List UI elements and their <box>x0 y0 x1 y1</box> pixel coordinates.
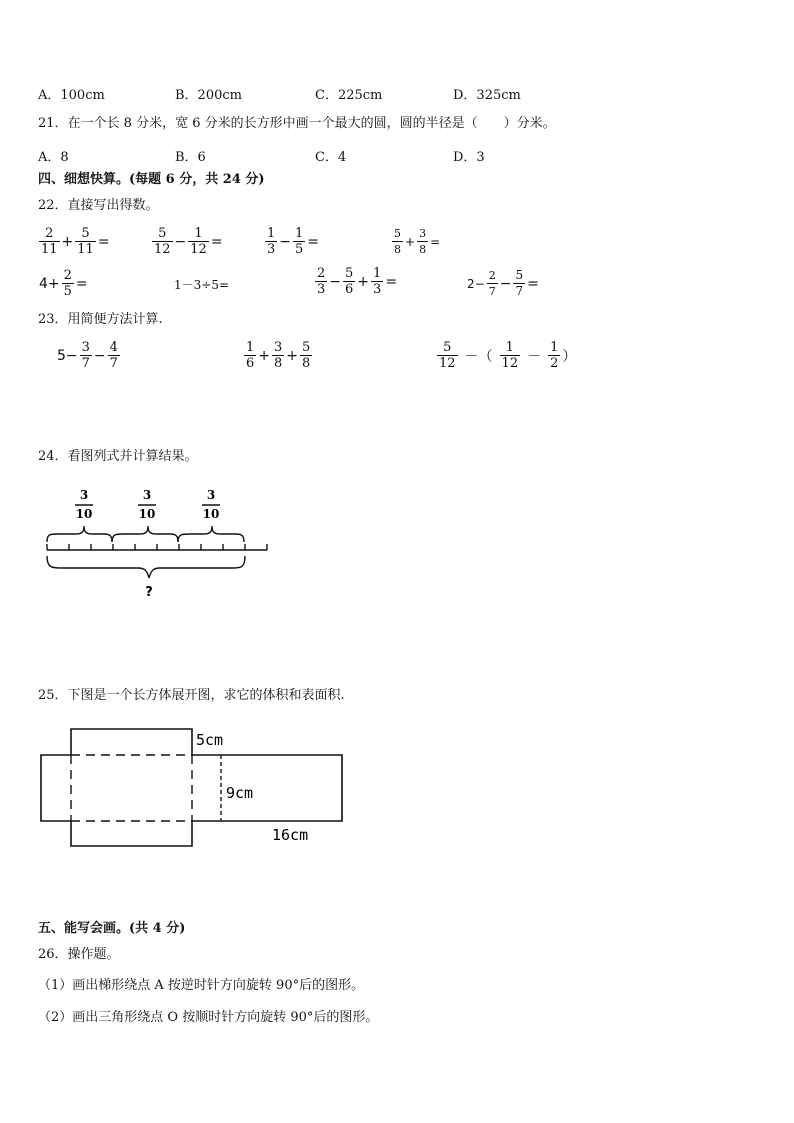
bottom-brace <box>47 556 245 578</box>
fraction: $\frac{1}{12}$ <box>190 226 207 257</box>
unknown-label: ? <box>145 585 153 600</box>
q23-expr-3: $\frac{5}{12}$ －（ $\frac{1}{12}$ － $\frac{1}{2}$ ） <box>439 340 577 371</box>
height-label: 5cm <box>196 731 224 749</box>
q20-option-a: A．100cm <box>38 88 105 103</box>
length-label: 16cm <box>272 826 309 844</box>
top-brace-2 <box>112 526 178 542</box>
fraction: $\frac{2}{11}$ <box>41 226 58 257</box>
q21-option-b: B．6 <box>175 150 206 165</box>
q22-expr-8: 2− $\frac{2}{7}$ − $\frac{5}{7}$ = <box>467 268 539 298</box>
q25-stem: 25．下图是一个长方体展开图，求它的体积和表面积. <box>38 688 345 703</box>
q20-option-b: B．200cm <box>175 88 242 103</box>
segment-1-denominator: 10 <box>75 507 93 521</box>
fraction: $\frac{2}{3}$ <box>317 266 326 297</box>
fraction: $\frac{5}{12}$ <box>439 340 456 371</box>
q26-sub-2: （2）画出三角形绕点 O 按顺时针方向旋转 90°后的图形。 <box>38 1010 379 1025</box>
q22-expr-7: $\frac{2}{3}$ − $\frac{5}{6}$ + $\frac{1}{3}$ = <box>317 266 398 297</box>
cuboid-net-svg <box>38 724 348 854</box>
fraction: $\frac{3}{7}$ <box>81 340 90 371</box>
fraction: $\frac{5}{8}$ <box>394 227 401 256</box>
q22-expr-5: 4+ $\frac{2}{5}$ = <box>39 268 88 299</box>
q20-option-d: D．325cm <box>453 88 521 103</box>
fraction: $\frac{1}{2}$ <box>550 340 559 371</box>
q24-stem: 24．看图列式并计算结果。 <box>38 449 198 464</box>
segment-2-numerator: 3 <box>142 488 152 502</box>
q23-expr-2: $\frac{1}{6}$ + $\frac{3}{8}$ + $\frac{5}{8}$ <box>246 340 311 371</box>
fraction: $\frac{1}{3}$ <box>373 266 382 297</box>
q23-expr-1: 5− $\frac{3}{7}$ − $\frac{4}{7}$ <box>57 340 118 371</box>
fraction: $\frac{1}{3}$ <box>267 226 276 257</box>
section-5-title: 五、能写会画。(共 4 分) <box>38 921 186 936</box>
fraction: $\frac{5}{8}$ <box>302 340 311 371</box>
fraction: $\frac{5}{6}$ <box>345 266 354 297</box>
q24-number-line-diagram <box>38 484 278 604</box>
number-line-svg <box>38 484 278 604</box>
fraction: $\frac{5}{7}$ <box>515 268 524 298</box>
fraction: $\frac{5}{12}$ <box>154 226 171 257</box>
q22-expr-6: 1－3÷5= <box>174 278 230 292</box>
tick-marks <box>47 544 267 550</box>
q21-option-c: C．4 <box>315 150 347 165</box>
segment-1-numerator: 3 <box>79 488 89 502</box>
fraction: $\frac{5}{11}$ <box>77 226 94 257</box>
q21-stem: 21．在一个长 8 分米，宽 6 分米的长方形中画一个最大的圆，圆的半径是（ ）分米。 <box>38 116 556 131</box>
q22-stem: 22．直接写出得数。 <box>38 198 159 213</box>
fraction: $\frac{1}{5}$ <box>295 226 304 257</box>
top-brace-3 <box>178 526 244 542</box>
section-4-title: 四、细想快算。(每题 6 分，共 24 分) <box>38 172 265 187</box>
q22-expr-4: $\frac{5}{8}$ + $\frac{3}{8}$ = <box>394 227 441 256</box>
q21-option-d: D．3 <box>453 150 485 165</box>
fold-lines <box>71 755 192 821</box>
fraction: $\frac{4}{7}$ <box>109 340 118 371</box>
fraction: $\frac{1}{6}$ <box>246 340 255 371</box>
q20-option-c: C．225cm <box>315 88 383 103</box>
q26-sub-1: （1）画出梯形绕点 A 按逆时针方向旋转 90°后的图形。 <box>38 978 365 993</box>
q22-expr-2: $\frac{5}{12}$ − $\frac{1}{12}$ = <box>154 226 223 257</box>
segment-2-denominator: 10 <box>138 507 156 521</box>
fraction: $\frac{1}{12}$ <box>501 340 519 371</box>
width-label: 9cm <box>226 784 254 802</box>
fraction: $\frac{2}{7}$ <box>488 269 496 298</box>
q22-expr-1: $\frac{2}{11}$ + $\frac{5}{11}$ = <box>41 226 110 257</box>
fraction: $\frac{2}{5}$ <box>63 268 72 299</box>
segment-3-numerator: 3 <box>206 488 216 502</box>
top-brace-1 <box>47 526 112 542</box>
fraction: $\frac{3}{8}$ <box>419 227 427 256</box>
q25-cuboid-net-diagram <box>38 724 348 854</box>
q23-stem: 23．用简便方法计算. <box>38 312 163 327</box>
fraction: $\frac{3}{8}$ <box>274 340 283 371</box>
q22-expr-3: $\frac{1}{3}$ − $\frac{1}{5}$ = <box>267 226 320 257</box>
q26-stem: 26．操作题。 <box>38 947 120 962</box>
segment-3-denominator: 10 <box>202 507 220 521</box>
q21-option-a: A．8 <box>38 150 69 165</box>
